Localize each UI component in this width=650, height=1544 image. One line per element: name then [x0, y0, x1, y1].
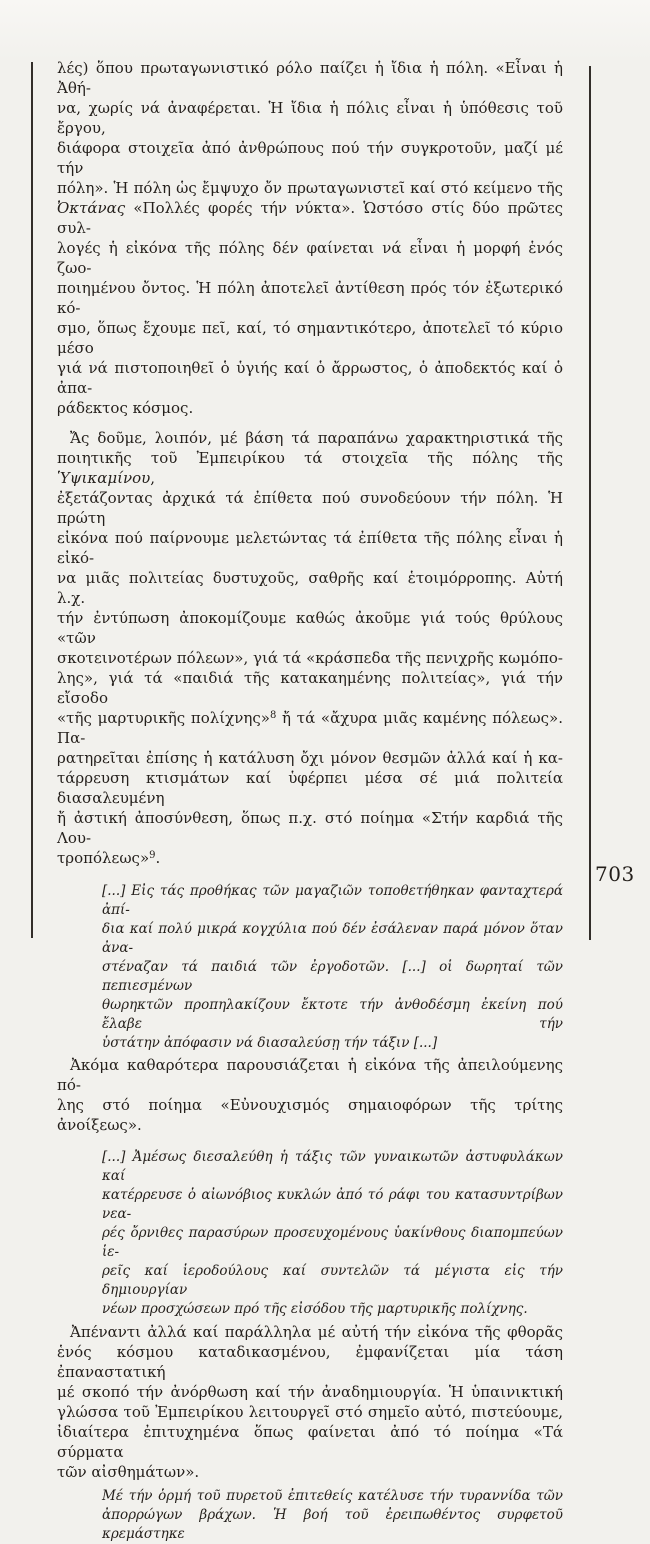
paragraph-continued: [57, 58, 563, 418]
text-line: Ἀπέναντι ἀλλά καί παράλληλα μέ αὐτή τήν εἰκόνα τῆς φθορᾶς: [70, 1323, 563, 1341]
text-line: λης στό ποίημα «Εὐνουχισμός σημαιοφόρων τῆς τρίτης ἀνοίξεως».: [57, 1096, 563, 1134]
text-line: εἰκόνα πού παίρνουμε μελετώντας τά ἐπίθετα τῆς πόλης εἶναι ἡ εἰκό-: [57, 529, 563, 567]
text-line: τάρρευση κτισμάτων καί ὑφέρπει μέσα σέ μιά πολιτεία διασαλευμένη: [57, 769, 563, 807]
text-line: ἐξετάζοντας ἀρχικά τά ἐπίθετα πού συνοδεύουν τήν πόλη. Ἡ πρώτη: [57, 489, 563, 527]
quote-line: στέναζαν τά παιδιά τῶν ἐργοδοτῶν. [...] οἱ δωρηταί τῶν πεπιεσμένων: [102, 959, 563, 994]
text-line: Ἀκόμα καθαρότερα παρουσιάζεται ἡ εἰκόνα τῆς ἀπειλούμενης πό-: [57, 1056, 563, 1094]
text-line: ρατηρεῖται ἐπίσης ἡ κατάλυση ὄχι μόνον θεσμῶν ἀλλά καί ἡ κα-: [57, 749, 563, 767]
text-line: τήν ἐντύπωση ἀποκομίζουμε καθώς ἀκοῦμε γιά τούς θρύλους «τῶν: [57, 609, 563, 647]
paragraph-epitheta: [57, 428, 563, 868]
blockquote-syrmata: [102, 1487, 563, 1544]
text-line: ἤ ἀστική ἀποσύνθεση, ὅπως π.χ. στό ποίημα «Στήν καρδιά τῆς Λου-: [57, 809, 563, 847]
text-line: «τῆς μαρτυρικῆς πολίχνης»$^8$ ἤ τά «ἄχυρα μιᾶς καμένης πόλεως». Πα-: [57, 709, 564, 747]
text-line: ἑνός κόσμου καταδικασμένου, ἐμφανίζεται μία τάση ἐπαναστατική: [57, 1343, 563, 1381]
blockquote-eunouchismos: [102, 1148, 563, 1319]
text-line: ποιημένου ὄντος. Ἡ πόλη ἀποτελεῖ ἀντίθεση πρός τόν ἐξωτερικό κό-: [57, 279, 563, 317]
quote-line: ἀπορρώγων βράχων. Ἡ βοή τοῦ ἐρειπωθέντος συρφετοῦ κρεμάστηκε: [102, 1507, 563, 1542]
text-line: ποιητικῆς τοῦ Ἐμπειρίκου τά στοιχεῖα τῆς πόλης τῆς Ὑψικαμίνου,: [57, 449, 563, 487]
text-line: διάφορα στοιχεῖα ἀπό ἀνθρώπους πού τήν συγκροτοῦν, μαζί μέ τήν: [57, 139, 563, 177]
quote-line: νέων προσχώσεων πρό τῆς εἰσόδου τῆς μαρτυρικῆς πολίχνης.: [102, 1301, 528, 1317]
text-line: σκοτεινοτέρων πόλεων», γιά τά «κράσπεδα τῆς πενιχρῆς κωμόπο-: [57, 649, 563, 667]
text-line: σμο, ὅπως ἔχουμε πεῖ, καί, τό σημαντικότερο, ἀποτελεῖ τό κύριο μέσο: [57, 319, 563, 357]
text-line: γλώσσα τοῦ Ἐμπειρίκου λειτουργεῖ στό σημεῖο αὐτό, πιστεύουμε,: [57, 1403, 563, 1421]
page-number: 703: [595, 862, 635, 886]
quote-line: δια καί πολύ μικρά κογχύλια πού δέν ἐσάλεναν παρά μόνον ὅταν ἀνα-: [102, 921, 563, 956]
text-line: να, χωρίς νά ἀναφέρεται. Ἡ ἴδια ἡ πόλις εἶναι ἡ ὑπόθεσις τοῦ ἔργου,: [57, 99, 563, 137]
text-line: να μιᾶς πολιτείας δυστυχοῦς, σαθρῆς καί ἑτοιμόρροπης. Αὐτή λ.χ.: [57, 569, 563, 607]
text-line: γιά νά πιστοποιηθεῖ ὁ ὑγιής καί ὁ ἄρρωστος, ὁ ἀποδεκτός καί ὁ ἀπα-: [57, 359, 563, 397]
quote-line: ρεῖς καί ἱεροδούλους καί συντελῶν τά μέγιστα εἰς τήν δημιουργίαν: [102, 1263, 563, 1298]
blockquote-loutropolis: [102, 882, 563, 1053]
text-line: ράδεκτος κόσμος.: [57, 399, 194, 417]
text-line: λογές ἡ εἰκόνα τῆς πόλης δέν φαίνεται νά εἶναι ἡ μορφή ἑνός ζωο-: [57, 239, 563, 277]
text-line: Ὀκτάνας «Πολλές φορές τήν νύκτα». Ὡστόσο στίς δύο πρῶτες συλ-: [57, 199, 563, 237]
quote-line: Μέ τήν ὁρμή τοῦ πυρετοῦ ἐπιτεθείς κατέλυσε τήν τυραννίδα τῶν: [102, 1488, 563, 1504]
text-line: τροπόλεως»$^9$.: [57, 849, 161, 867]
left-margin-rule: [31, 62, 33, 938]
quote-line: ὑστάτην ἀπόφασιν νά διασαλεύσῃ τήν τάξιν [...]: [102, 1035, 438, 1051]
text-line: πόλη». Ἡ πόλη ὡς ἔμψυχο ὄν πρωταγωνιστεῖ καί στό κείμενο τῆς: [57, 179, 563, 197]
quote-line: κατέρρευσε ὁ αἰωνόβιος κυκλών ἀπό τό ράφι του κατασυντρίβων νεα-: [102, 1187, 563, 1222]
text-line: λης», γιά τά «παιδιά τῆς κατακαημένης πολιτείας», γιά τήν εἴσοδο: [57, 669, 563, 707]
paragraph-anorthosi: [57, 1322, 563, 1482]
quote-line: [...] Ἀμέσως διεσαλεύθη ἡ τάξις τῶν γυναικωτῶν ἀστυφυλάκων καί: [102, 1149, 563, 1184]
quote-line: ρές ὄρνιθες παρασύρων προσευχομένους ὑακίνθους διαπομπεύων ἱε-: [102, 1225, 563, 1260]
text-column: [57, 58, 563, 1544]
text-line: ἰδιαίτερα ἐπιτυχημένα ὅπως φαίνεται ἀπό τό ποίημα «Τά σύρματα: [57, 1423, 563, 1461]
text-line: λές) ὅπου πρωταγωνιστικό ρόλο παίζει ἡ ἴδια ἡ πόλη. «Εἶναι ἡ Ἀθή-: [57, 59, 563, 97]
text-line: τῶν αἰσθημάτων».: [57, 1463, 200, 1481]
quote-line: [...] Εἰς τάς προθήκας τῶν μαγαζιῶν τοποθετήθηκαν φανταχτερά ἀπί-: [102, 883, 563, 918]
quote-line: θωρηκτῶν προπηλακίζουν ἔκτοτε τήν ἀνθοδέσμη ἐκείνη πού ἔλαβε τήν: [102, 997, 563, 1032]
text-line: Ἄς δοῦμε, λοιπόν, μέ βάση τά παραπάνω χαρακτηριστικά τῆς: [70, 429, 563, 447]
paragraph-apeiloumeni-poli: [57, 1055, 563, 1135]
right-margin-rule: [589, 66, 591, 940]
text-line: μέ σκοπό τήν ἀνόρθωση καί τήν ἀναδημιουργία. Ἡ ὑπαινικτική: [57, 1383, 563, 1401]
